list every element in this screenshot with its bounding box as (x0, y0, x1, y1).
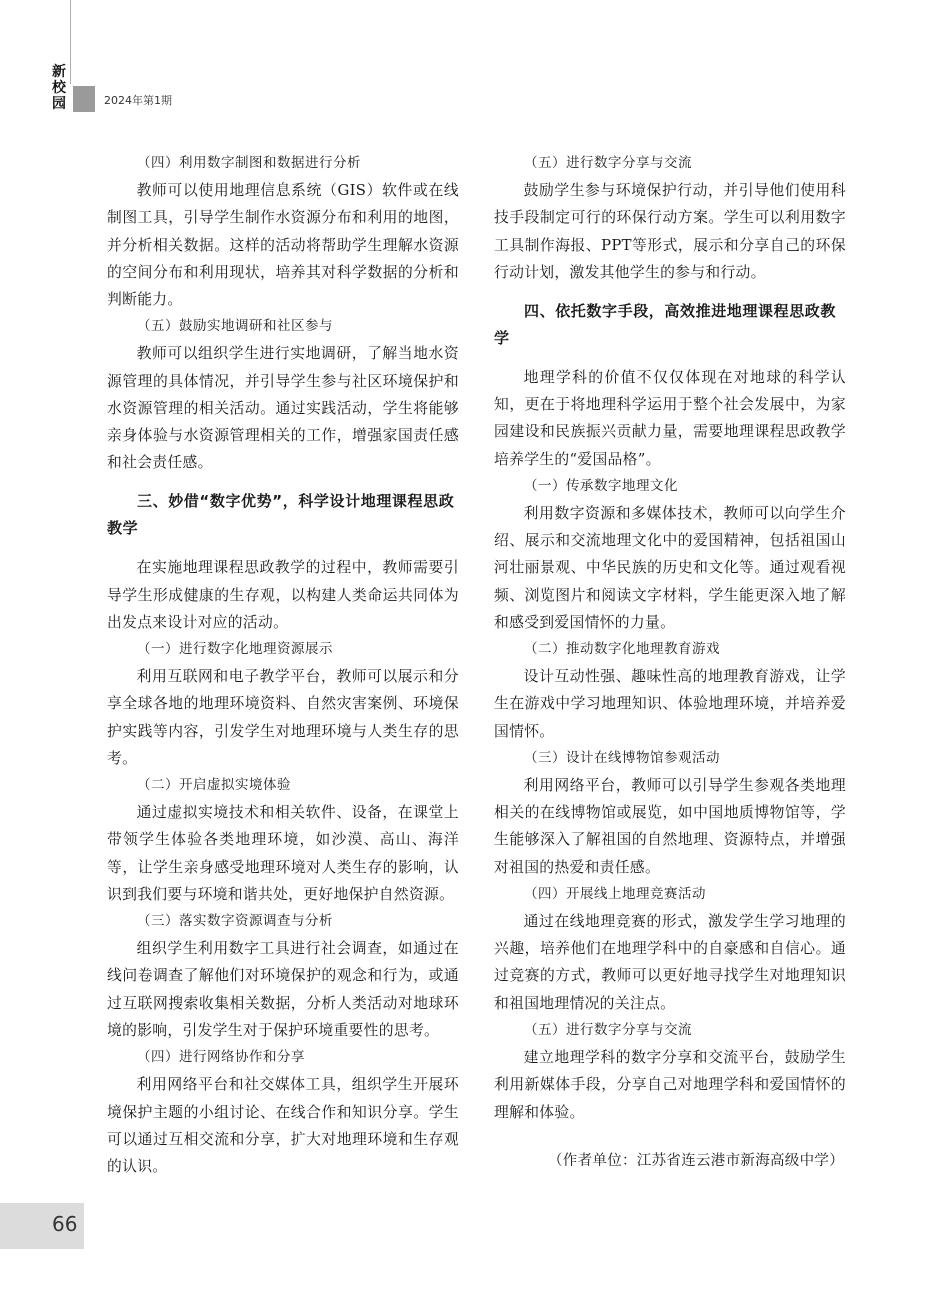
subheading: （一）传承数字地理文化 (524, 477, 678, 494)
author-affiliation: （作者单位：江苏省连云港市新海高级中学） (548, 1152, 844, 1169)
magazine-logo (52, 64, 70, 112)
subheading: （五）鼓励实地调研和社区参与 (137, 318, 333, 335)
paragraph: 建立地理学科的数字分享和交流平台，鼓励学生利用新媒体手段，分享自己对地理学科和爱国情怀的理解和体验。 (494, 1049, 846, 1121)
header-rule (70, 0, 71, 84)
subheading: （三）落实数字资源调查与分析 (137, 913, 333, 930)
subheading: （五）进行数字分享与交流 (524, 155, 692, 171)
subheading: （三）设计在线博物馆参观活动 (524, 749, 720, 766)
paragraph: 教师可以组织学生进行实地调研，了解当地水资源管理的具体情况，并引导学生参与社区环境保护和水资源管理的相关活动。通过实践活动，学生将能够亲身体验与水资源管理相关的工作，增强家国责任感和社会责任感。 (107, 345, 459, 472)
header-grey-square (73, 86, 95, 112)
subheading: （四）利用数字制图和数据进行分析 (137, 155, 361, 171)
paragraph: 利用互联网和电子教学平台，教师可以展示和分享全球各地的地理环境资料、自然灾害案例、环境保护实践等内容，引发学生对地理环境与人类生存的思考。 (107, 668, 459, 767)
section-heading: 四、依托数字手段，高效推进地理课程思政教学 (494, 302, 837, 348)
issue-label: 2024年第1期 (104, 94, 172, 107)
paragraph: 教师可以使用地理信息系统（GIS）软件或在线制图工具，引导学生制作水资源分布和利用的地图，并分析相关数据。这样的活动将帮助学生理解水资源的空间分布和利用现状，培养其对科学数据的分析和判断能力。 (107, 182, 459, 309)
paragraph: 利用数字资源和多媒体技术，教师可以向学生介绍、展示和交流地理文化中的爱国精神，包括祖国山河壮丽景观、中华民族的历史和文化等。通过观看视频、浏览图片和阅读文字材料，学生能更深入地了解和感受到爱国情怀的力量。 (494, 505, 846, 631)
paragraph: 鼓励学生参与环境保护行动，并引导他们使用科技手段制定可行的环保行动方案。学生可以利用数字工具制作海报、PPT等形式，展示和分享自己的环保行动计划，激发其他学生的参与和行动。 (494, 182, 846, 281)
paragraph: 利用网络平台，教师可以引导学生参观各类地理相关的在线博物馆或展览，如中国地质博物馆等，学生能够深入了解祖国的自然地理、资源特点，并增强对祖国的热爱和责任感。 (494, 777, 846, 876)
left-column (107, 150, 459, 1180)
subheading: （二）开启虚拟实境体验 (137, 777, 291, 794)
logo-char: 校 (52, 80, 66, 96)
paragraph: 组织学生利用数字工具进行社会调查，如通过在线问卷调查了解他们对环境保护的观念和行为，或通过互联网搜索收集相关数据，分析人类活动对地球环境的影响，引发学生对于保护环境重要性的思考。 (107, 940, 459, 1039)
paragraph: 地理学科的价值不仅仅体现在对地球的科学认知，更在于将地理科学运用于整个社会发展中，为家园建设和民族振兴贡献力量，需要地理课程思政教学培养学生的“爱国品格”。 (494, 369, 846, 468)
paragraph: 利用网络平台和社交媒体工具，组织学生开展环境保护主题的小组讨论、在线合作和知识分享。学生可以通过互相交流和分享，扩大对地理环境和生存观的认识。 (107, 1076, 459, 1175)
logo-char: 新 (52, 64, 66, 80)
subheading: （五）进行数字分享与交流 (524, 1021, 692, 1038)
page-number: 66 (52, 1212, 78, 1236)
paragraph: 在实施地理课程思政教学的过程中，教师需要引导学生形成健康的生存观，以构建人类命运共同体为出发点来设计对应的活动。 (107, 559, 459, 631)
section-heading: 三、妙借“数字优势”，科学设计地理课程思政教学 (107, 492, 455, 538)
subheading: （四）进行网络协作和分享 (137, 1049, 305, 1066)
paragraph: 设计互动性强、趣味性高的地理教育游戏，让学生在游戏中学习地理知识、体验地理环境，并培养爱国情怀。 (494, 668, 846, 740)
paragraph: 通过在线地理竞赛的形式，激发学生学习地理的兴趣，培养他们在地理学科中的自豪感和自信心。通过竞赛的方式，教师可以更好地寻找学生对地理知识和祖国地理情况的关注点。 (494, 913, 846, 1012)
paragraph: 通过虚拟实境技术和相关软件、设备，在课堂上带领学生体验各类地理环境，如沙漠、高山、海洋等，让学生亲身感受地理环境对人类生存的影响，认识到我们要与环境和谐共处，更好地保护自然资源。 (107, 804, 459, 903)
right-column (494, 150, 846, 1175)
subheading: （一）进行数字化地理资源展示 (137, 641, 333, 658)
subheading: （二）推动数字化地理教育游戏 (524, 641, 720, 658)
subheading: （四）开展线上地理竞赛活动 (524, 885, 706, 902)
logo-char: 园 (52, 96, 66, 112)
